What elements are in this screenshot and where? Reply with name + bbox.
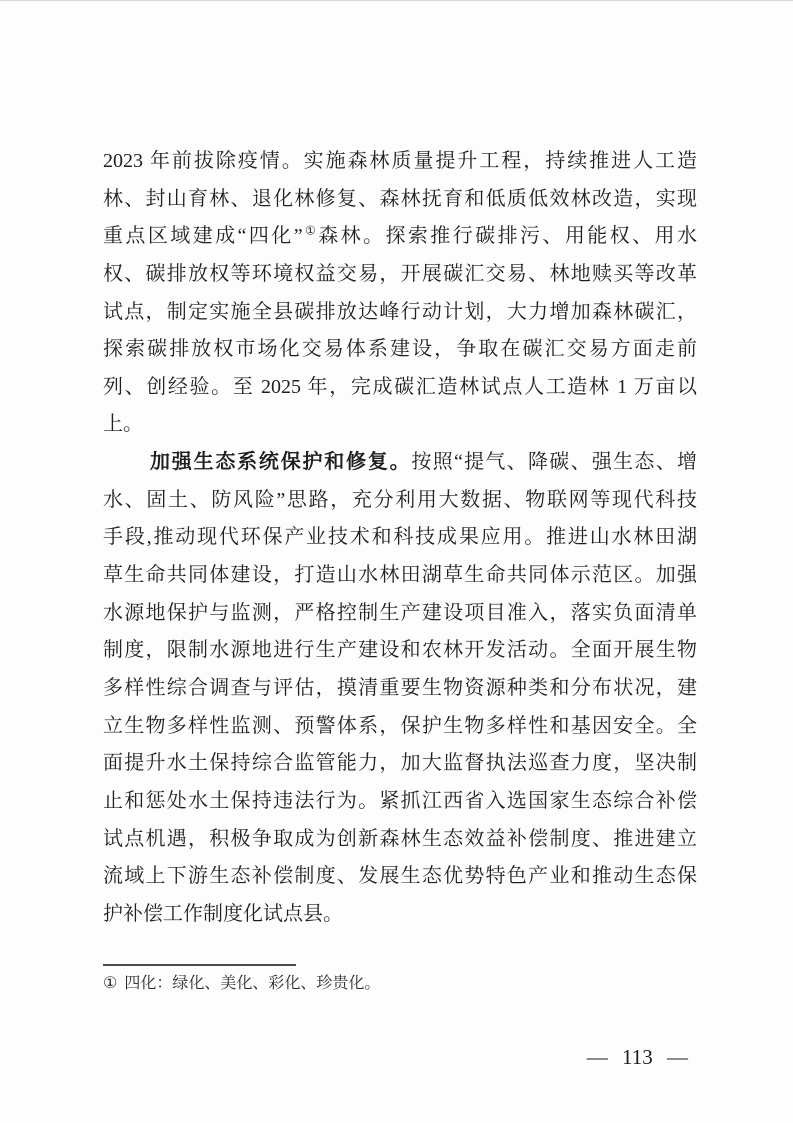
text-line: 草生命共同体建设，打造山水林田湖草生命共同体示范区。加强 xyxy=(103,564,697,587)
text-line-with-lead xyxy=(103,444,697,482)
text-line: 上。 xyxy=(103,413,143,436)
footnote-separator-rule xyxy=(103,964,296,966)
text-line: 探索碳排放权市场化交易体系建设，争取在碳汇交易方面走前 xyxy=(103,338,697,361)
footnote-ref-marker: ① xyxy=(302,223,319,238)
document-body xyxy=(103,143,697,933)
text-line: 2023 年前拔除疫情。实施森林质量提升工程，持续推进人工造 xyxy=(103,150,697,172)
text-segment: 按照“提气、降碳、强生态、增 xyxy=(411,451,697,474)
text-line: 林、封山育林、退化林修复、森林抚育和低质低效林改造，实现 xyxy=(103,187,697,210)
footnote xyxy=(103,972,697,996)
text-line-with-footnote-ref xyxy=(103,218,697,256)
text-line: 手段,推动现代环保产业技术和科技成果应用。推进山水林田湖 xyxy=(103,526,697,549)
footnote-marker: ① xyxy=(103,975,118,992)
text-line: 水源地保护与监测，严格控制生产建设项目准入，落实负面清单 xyxy=(103,601,697,624)
text-line: 试点机遇，积极争取成为创新森林生态效益补偿制度、推进建立 xyxy=(103,827,697,850)
text-line: 制度，限制水源地进行生产建设和农林开发活动。全面开展生物 xyxy=(103,639,697,662)
footnote-text: 四化：绿化、美化、彩化、珍贵化。 xyxy=(124,975,381,992)
paragraph-carryover xyxy=(103,143,697,444)
text-line: 立生物多样性监测、预警体系，保护生物多样性和基因安全。全 xyxy=(103,714,697,737)
text-line: 水、固土、防风险”思路，充分利用大数据、物联网等现代科技 xyxy=(103,488,697,511)
paragraph-ecosystem-protection xyxy=(103,444,697,933)
text-segment: 重点区域建成“四化” xyxy=(103,225,303,248)
text-segment: 森林。探索推行碳排污、用能权、用水 xyxy=(318,225,697,248)
text-line: 面提升水土保持综合监管能力，加大监督执法巡查力度，坚决制 xyxy=(103,752,697,775)
text-line: 止和惩处水土保持违法行为。紧抓江西省入选国家生态综合补偿 xyxy=(103,789,697,812)
text-line: 多样性综合调查与评估，摸清重要生物资源种类和分布状况，建 xyxy=(103,676,697,699)
paragraph-lead-heading: 加强生态系统保护和修复。 xyxy=(150,451,412,474)
text-line: 试点，制定实施全县碳排放达峰行动计划，大力增加森林碳汇， xyxy=(103,300,697,323)
text-line: 列、创经验。至 2025 年，完成碳汇造林试点人工造林 1 万亩以 xyxy=(103,375,697,398)
page-number: — 113 — xyxy=(586,1045,688,1069)
text-line: 权、碳排放权等环境权益交易，开展碳汇交易、林地赎买等改革 xyxy=(103,262,697,285)
text-line: 流域上下游生态补偿制度、发展生态优势特色产业和推动生态保 xyxy=(103,865,697,888)
text-line: 护补偿工作制度化试点县。 xyxy=(103,902,343,925)
